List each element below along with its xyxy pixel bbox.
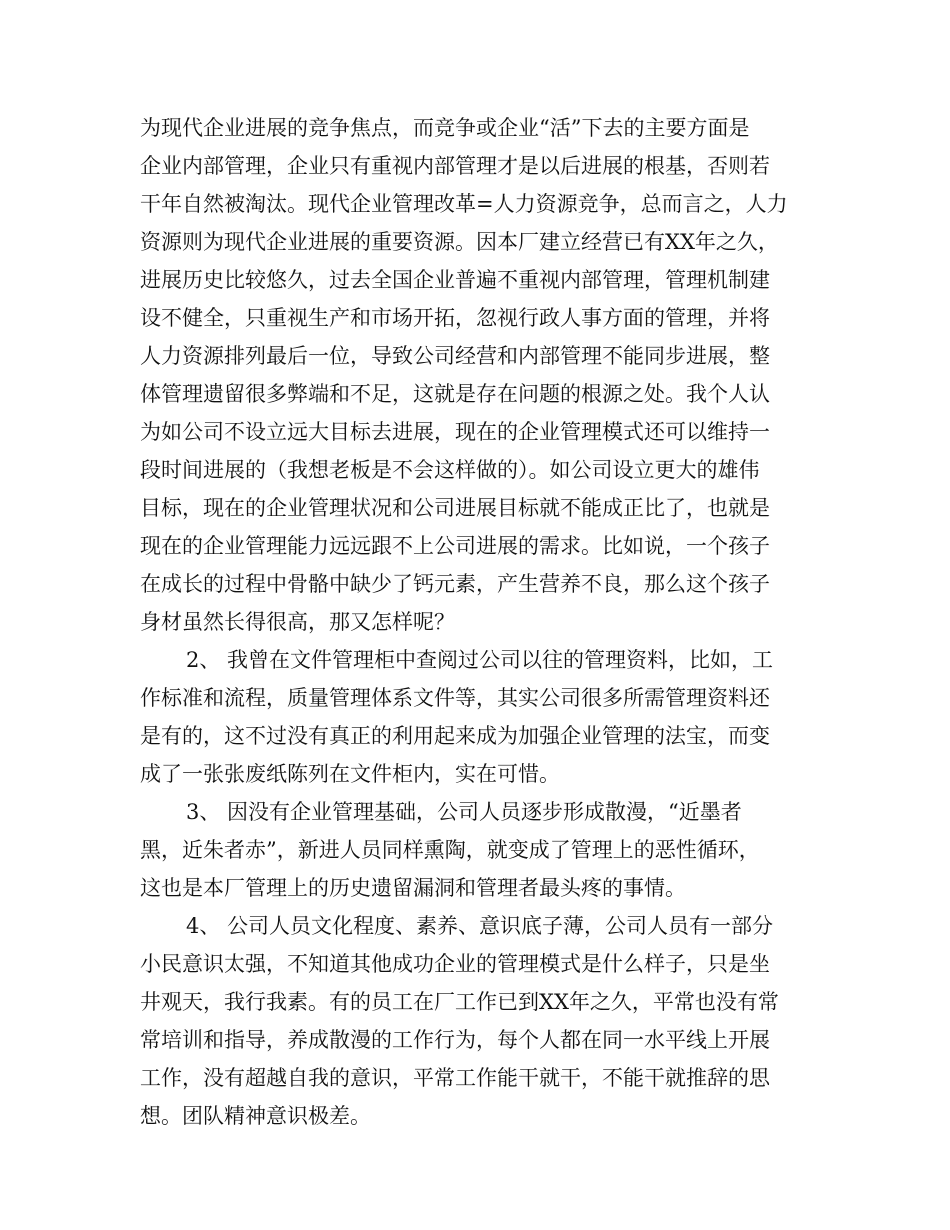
text-line: 小民意识太强，不知道其他成功企业的管理模式是什么样子，只是坐	[140, 952, 770, 976]
text-line: 井观天，我行我素。有的员工在厂工作已到XX年之久，平常也没有常	[140, 990, 779, 1014]
text-line: 设不健全，只重视生产和市场开拓，忽视行政人事方面的管理，并将	[140, 306, 770, 330]
text-line: 常培训和指导，养成散漫的工作行为，每个人都在同一水平线上开展	[140, 1028, 770, 1052]
text-line: 2、 我曾在文件管理柜中查阅过公司以往的管理资料，比如，工	[186, 648, 774, 672]
text-line: 段时间进展的（我想老板是不会这样做的）。如公司设立更大的雄伟	[140, 458, 760, 482]
text-line: 在成长的过程中骨骼中缺少了钙元素，产生营养不良，那么这个孩子	[140, 572, 770, 596]
text-line: 作标准和流程，质量管理体系文件等，其实公司很多所需管理资料还	[140, 686, 770, 710]
paragraph-2	[140, 641, 800, 793]
paragraph-1	[140, 109, 800, 641]
text-line: 进展历史比较悠久，过去全国企业普遍不重视内部管理，管理机制建	[140, 268, 770, 292]
text-line: 目标，现在的企业管理状况和公司进展目标就不能成正比了，也就是	[140, 496, 770, 520]
text-line: 为如公司不设立远大目标去进展，现在的企业管理模式还可以维持一	[140, 420, 770, 444]
paragraph-3	[140, 793, 800, 907]
text-line: 企业内部管理，企业只有重视内部管理才是以后进展的根基，否则若	[140, 154, 770, 178]
text-line: 黑，近朱者赤”，新进人员同样熏陶，就变成了管理上的恶性循环，	[140, 838, 760, 862]
paragraph-4	[140, 907, 800, 1135]
text-line: 体管理遗留很多弊端和不足，这就是存在问题的根源之处。我个人认	[140, 382, 770, 406]
text-line: 3、 因没有企业管理基础，公司人员逐步形成散漫，“近墨者	[186, 800, 742, 824]
text-line: 现在的企业管理能力远远跟不上公司进展的需求。比如说，一个孩子	[140, 534, 770, 558]
text-line: 想。团队精神意识极差。	[140, 1104, 371, 1128]
text-line: 干年自然被淘汰。现代企业管理改革=人力资源竞争，总而言之，人力	[140, 192, 788, 216]
text-line: 4、 公司人员文化程度、素养、意识底子薄，公司人员有一部分	[186, 914, 774, 938]
text-line: 工作，没有超越自我的意识，平常工作能干就干，不能干就推辞的思	[140, 1066, 770, 1090]
text-line: 身材虽然长得很高，那又怎样呢？	[140, 610, 455, 634]
text-line: 为现代企业进展的竞争焦点，而竞争或企业“活”下去的主要方面是	[140, 116, 750, 140]
text-line: 这也是本厂管理上的历史遗留漏洞和管理者最头疼的事情。	[140, 876, 686, 900]
text-line: 成了一张张废纸陈列在文件柜内，实在可惜。	[140, 762, 560, 786]
text-line: 资源则为现代企业进展的重要资源。因本厂建立经营已有XX年之久，	[140, 230, 779, 254]
text-line: 人力资源排列最后一位，导致公司经营和内部管理不能同步进展，整	[140, 344, 770, 368]
text-line: 是有的，这不过没有真正的利用起来成为加强企业管理的法宝，而变	[140, 724, 770, 748]
